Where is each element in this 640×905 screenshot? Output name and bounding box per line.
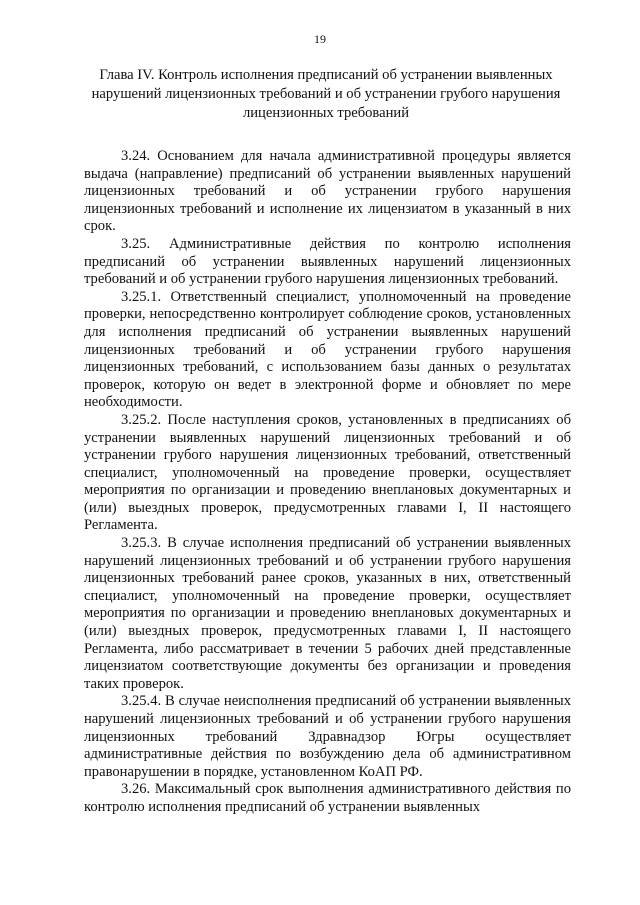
paragraph-3-24: 3.24. Основанием для начала административной процедуры является выдача (направление) предписаний об устранении выявленных нарушений лицензионных требований и об устранении грубого нарушения лицензионных требований и исполнение их лицензиатом в указанный в них срок. <box>84 148 571 235</box>
paragraph-3-25-1: 3.25.1. Ответственный специалист, уполномоченный на проведение проверки, непосредственно контролирует соблюдение сроков, установленных для исполнения предписаний об устранении выявленных нарушений лицензионных требований и об устранении грубого нарушения лицензионных требований, с использованием базы данных о результатах проверок, которую он ведет в электронной форме и обновляет по мере необходимости. <box>84 288 571 411</box>
document-body <box>84 148 571 817</box>
paragraph-3-25: 3.25. Административные действия по контролю исполнения предписаний об устранении выявленных нарушений лицензионных требований и об устранении грубого нарушения лицензионных требований. <box>84 235 571 288</box>
page-number: 19 <box>314 32 326 46</box>
paragraph-3-25-4: 3.25.4. В случае неисполнения предписаний об устранении выявленных нарушений лицензионных требований и об устранении грубого нарушения лицензионных требований Здравнадзор Югры осуществляет административные действия по возбуждению дела об административном правонарушении в порядке, установленном КоАП РФ. <box>84 693 571 780</box>
paragraph-3-25-3: 3.25.3. В случае исполнения предписаний об устранении выявленных нарушений лицензионных требований и об устранении грубого нарушения лицензионных требований ранее сроков, указанных в них, ответственный специалист, уполномоченный на проведение проверки, осуществляет мероприятия по организации и проведению внеплановых документарных и (или) выездных проверок, предусмотренных главами I, II настоящего Регламента, либо рассматривает в течении 5 рабочих дней представленные лицензиатом соответствующие документы без организации и проведения таких проверок. <box>84 535 571 692</box>
chapter-title: Глава IV. Контроль исполнения предписаний об устранении выявленных нарушений лицензионных требований и об устранении грубого нарушения лицензионных требований <box>91 67 561 121</box>
paragraph-3-25-2: 3.25.2. После наступления сроков, установленных в предписаниях об устранении выявленных нарушений лицензионных требований и об устранении грубого нарушения лицензионных требований, ответственный специалист, уполномоченный на проведение проверки, осуществляет мероприятия по организации и проведению внеплановых документарных и (или) выездных проверок, предусмотренных главами I, II настоящего Регламента. <box>84 411 571 534</box>
paragraph-3-26: 3.26. Максимальный срок выполнения административного действия по контролю исполнения предписаний об устранении выявленных <box>84 781 571 815</box>
